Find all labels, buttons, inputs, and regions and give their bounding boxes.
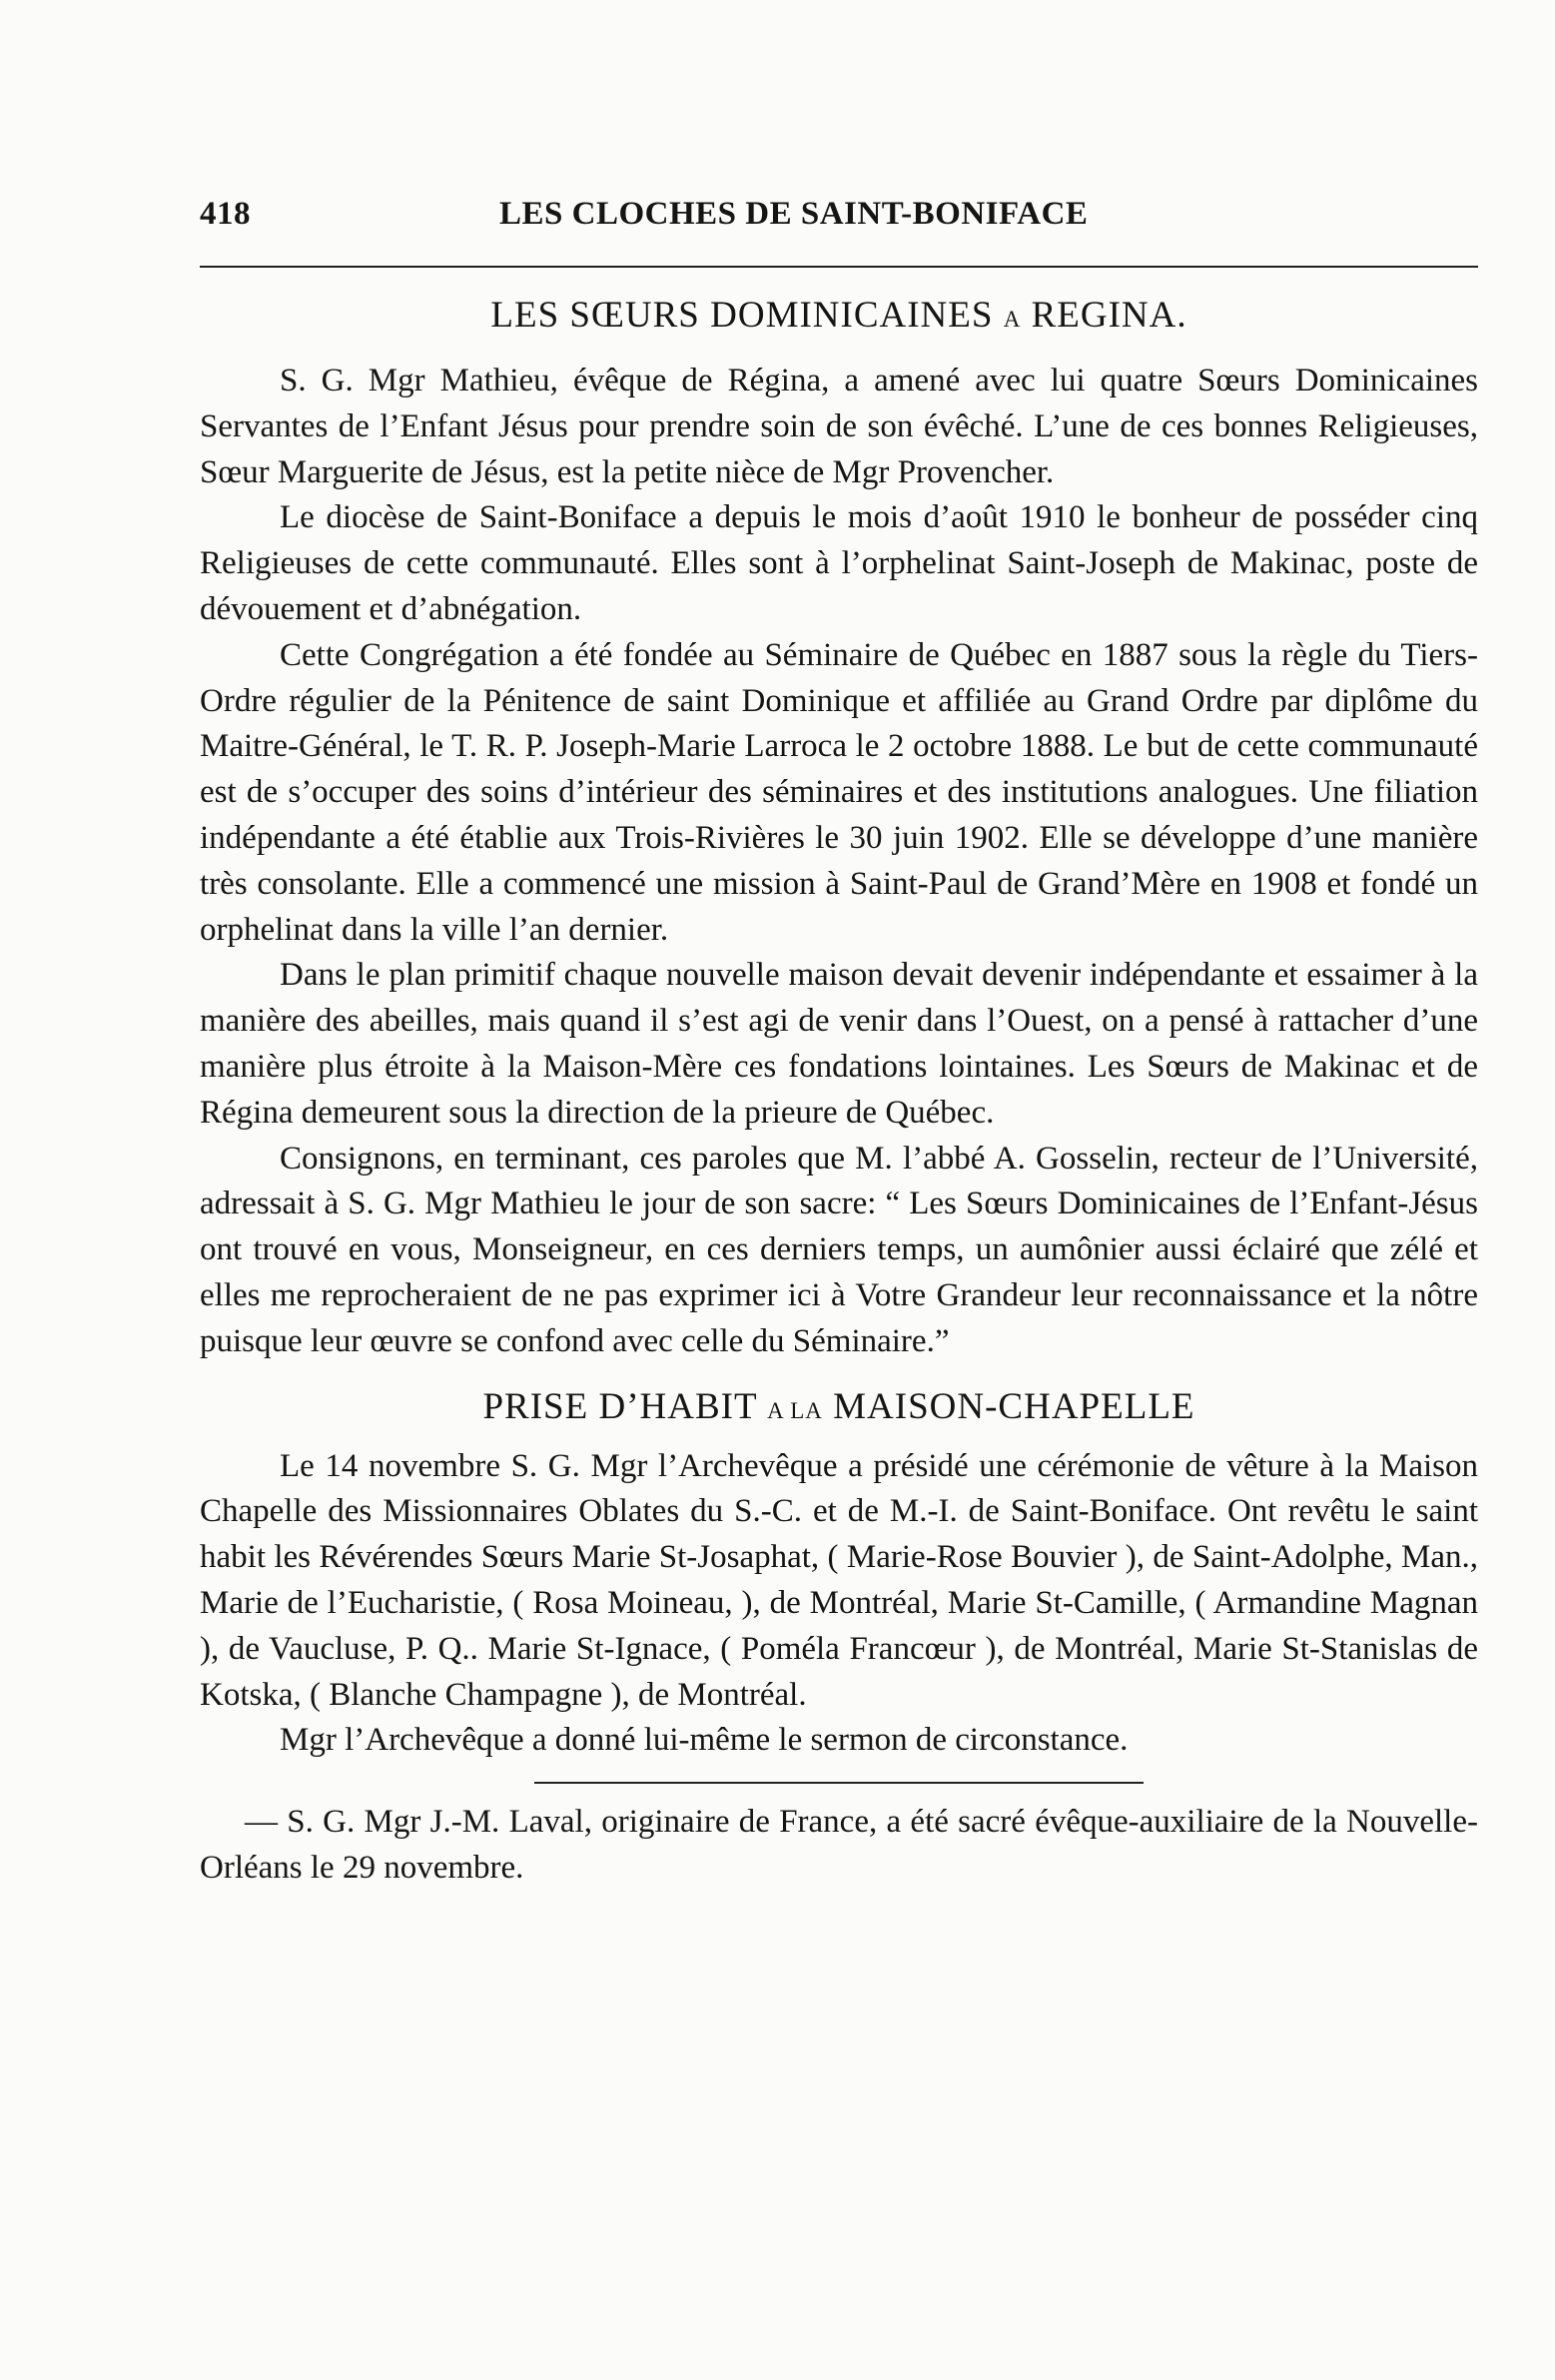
header-rule: [200, 266, 1478, 268]
running-title: LES CLOCHES DE SAINT-BONIFACE: [499, 196, 1089, 232]
paragraph: Mgr l’Archevêque a donné lui-même le sermon de circonstance.: [280, 1722, 1129, 1759]
running-head: [200, 196, 1478, 246]
section-title-small: A LA: [767, 1397, 823, 1423]
news-item: — S. G. Mgr J.-M. Laval, originaire de France, a été sacré évêque-auxiliaire de la Nouvelle-Orléans le 29 novembre.: [200, 1804, 1478, 1886]
section-title: [200, 1385, 1478, 1428]
paragraph: Le 14 novembre S. G. Mgr l’Archevêque a présidé une cérémonie de vêture à la Maison Chapelle des Missionnaires Oblates du S.-C. et de M.-I. de Saint-Boniface. Ont revêtu le saint habit les Révérendes Sœurs Marie St-Josaphat, ( Marie-Rose Bouvier ), de Saint-Adolphe, Man., Marie de l’Eucharistie, ( Rosa Moineau, ), de Montréal, Marie St-Camille, ( Armandine Magnan ), de Vaucluse, P. Q.. Marie St-Ignace, ( Poméla Francœur ), de Montréal, Marie St-Stanislas de Kotska, ( Blanche Champagne ), de Montréal.: [200, 1447, 1478, 1713]
paragraph: Le diocèse de Saint-Boniface a depuis le mois d’août 1910 le bonheur de posséder cinq Religieuses de cette communauté. Elles sont à l’orphelinat Saint-Joseph de Makinac, poste de dévouement et d’abnégation.: [200, 499, 1478, 627]
section-title-end: MAISON-CHAPELLE: [833, 1385, 1195, 1427]
section-title: [200, 294, 1478, 337]
paragraph: Cette Congrégation a été fondée au Séminaire de Québec en 1887 sous la règle du Tiers-Ordre régulier de la Pénitence de saint Dominique et affiliée au Grand Ordre par diplôme du Maitre-Général, le T. R. P. Joseph-Marie Larroca le 2 octobre 1888. Le but de cette communauté est de s’occuper des soins d’intérieur des séminaires et des institutions analogues. Une filiation indépendante a été établie aux Trois-Rivières le 30 juin 1902. Elle se développe d’une manière très consolante. Elle a commencé une mission à Saint-Paul de Grand’Mère en 1908 et fondé un orphelinat dans la ville l’an dernier.: [200, 636, 1478, 948]
section-divider: [534, 1782, 1144, 1784]
section-title-end: REGINA.: [1031, 295, 1187, 336]
section-title-main: LES SŒURS DOMINICAINES: [490, 295, 994, 336]
section-title-main: PRISE D’HABIT: [482, 1385, 757, 1427]
article-body: [200, 1444, 1478, 1765]
paragraph: Dans le plan primitif chaque nouvelle maison devait devenir indépendante et essaimer à la manière des abeilles, mais quand il s’est agi de venir dans l’Ouest, on a pensé à rattacher d’une manière plus étroite à la Maison-Mère ces fondations lointaines. Les Sœurs de Makinac et de Régina demeurent sous la direction de la prieure de Québec.: [200, 957, 1478, 1131]
article-body: [200, 359, 1478, 1365]
paragraph: S. G. Mgr Mathieu, évêque de Régina, a amené avec lui quatre Sœurs Dominicaines Servantes de l’Enfant Jésus pour prendre soin de son évêché. L’une de ces bonnes Religieuses, Sœur Marguerite de Jésus, est la petite nièce de Mgr Provencher.: [200, 363, 1478, 490]
section-title-small: A: [1003, 307, 1022, 332]
paragraph: Consignons, en terminant, ces paroles que M. l’abbé A. Gosselin, recteur de l’Université, adressait à S. G. Mgr Mathieu le jour de son sacre: “ Les Sœurs Dominicaines de l’Enfant-Jésus ont trouvé en vous, Monseigneur, en ces derniers temps, un aumônier aussi éclairé que zélé et elles me reprocheraient de ne pas exprimer ici à Votre Grandeur leur reconnaissance et la nôtre puisque leur œuvre se confond avec celle du Séminaire.”: [200, 1140, 1478, 1359]
page-number: 418: [200, 196, 251, 232]
page: [200, 196, 1478, 1892]
